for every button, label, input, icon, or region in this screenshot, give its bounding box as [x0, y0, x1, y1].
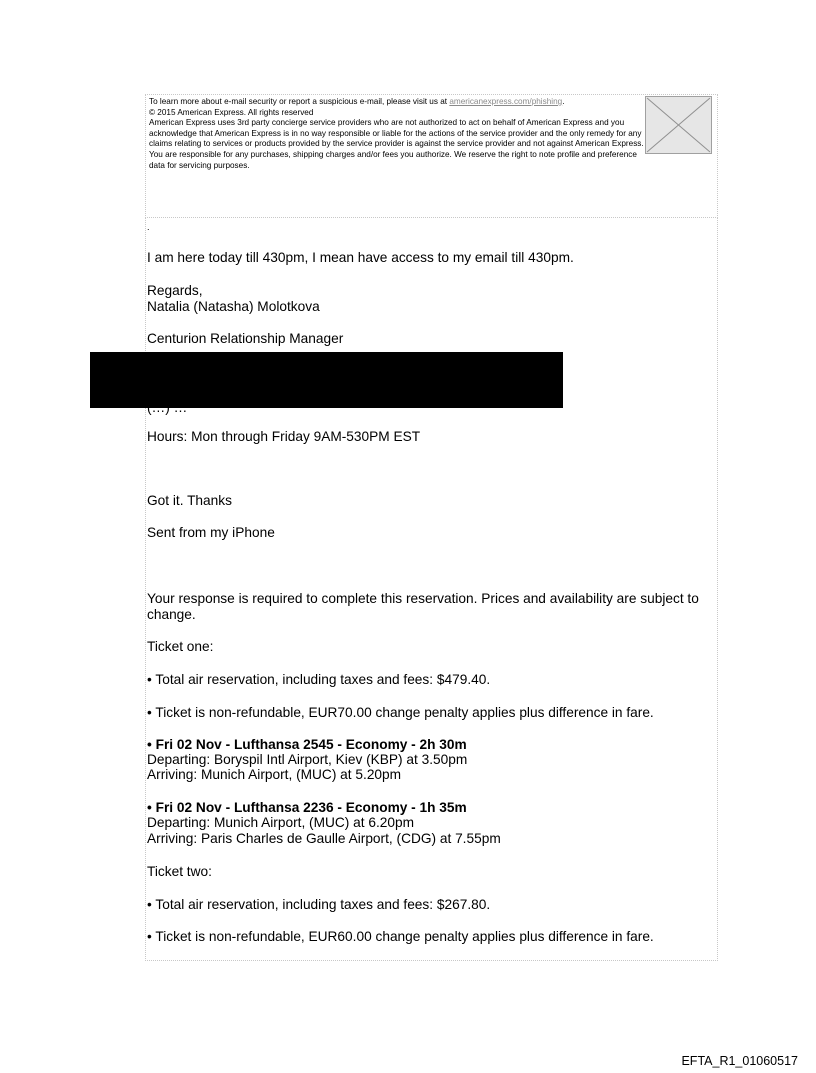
bullet: • [147, 800, 152, 815]
ticket-one-label: Ticket one: [147, 639, 214, 654]
flight-1-arriving: Arriving: Munich Airport, (MUC) at 5.20pm [147, 767, 402, 782]
security-notice-end: . [562, 97, 565, 106]
sender-title: Centurion Relationship Manager [147, 331, 344, 346]
email-body-frame [145, 218, 718, 961]
ticket-two-total [147, 897, 490, 913]
flight-1-header-text: Fri 02 Nov - Lufthansa 2545 - Economy - 2h 30m [155, 737, 467, 752]
response-line-2: change. [147, 607, 196, 622]
bates-number: EFTA_R1_01060517 [681, 1054, 798, 1068]
reply-line: Got it. Thanks [147, 493, 232, 508]
flight-1-header [147, 737, 467, 753]
copyright-line: © 2015 American Express. All rights reserved [149, 107, 314, 117]
sender-name: Natalia (Natasha) Molotkova [147, 299, 320, 314]
flight-2-header [147, 800, 467, 816]
regards-line: Regards, [147, 283, 203, 298]
security-notice-text: To learn more about e-mail security or report a suspicious e-mail, please visit us at [149, 97, 450, 106]
ticket-one-total [147, 672, 490, 688]
flight-2-departing: Departing: Munich Airport, (MUC) at 6.20pm [147, 815, 415, 830]
bullet: • [147, 672, 152, 687]
availability-line: I am here today till 430pm, I mean have access to my email till 430pm. [147, 250, 574, 265]
bullet: • [147, 705, 152, 720]
broken-image-icon [645, 96, 712, 154]
phishing-link[interactable]: americanexpress.com/phishing [449, 97, 563, 106]
flight-1-departing: Departing: Boryspil Intl Airport, Kiev (KBP) at 3.50pm [147, 752, 468, 767]
bullet: • [147, 929, 152, 944]
ticket-two-label: Ticket two: [147, 864, 212, 879]
separator-dot: . [147, 222, 150, 232]
flight-2-header-text: Fri 02 Nov - Lufthansa 2236 - Economy - 1h 35m [155, 800, 467, 815]
ticket-two-refund [147, 929, 654, 945]
bullet: • [147, 737, 152, 752]
disclaimer-box [145, 94, 718, 218]
ticket-one-total-text: Total air reservation, including taxes and fees: $479.40. [155, 672, 491, 687]
security-notice [149, 97, 645, 108]
disclaimer-text [149, 97, 645, 171]
ticket-one-refund-text: Ticket is non-refundable, EUR70.00 change penalty applies plus difference in fare. [155, 705, 654, 720]
ticket-two-total-text: Total air reservation, including taxes and fees: $267.80. [155, 897, 491, 912]
redaction-block [90, 352, 563, 408]
sent-from-line: Sent from my iPhone [147, 525, 275, 540]
ticket-one-refund [147, 705, 654, 721]
ticket-two-refund-text: Ticket is non-refundable, EUR60.00 change penalty applies plus difference in fare. [155, 929, 654, 944]
response-line-1: Your response is required to complete this reservation. Prices and availability are subject to [147, 591, 699, 606]
hours-line: Hours: Mon through Friday 9AM-530PM EST [147, 429, 421, 444]
bullet: • [147, 897, 152, 912]
concierge-disclaimer: American Express uses 3rd party concierge service providers who are not authorized to act on behalf of American Express and you acknowledge that American Express is in no way responsible or liable for the actions of the service provider and the only remedy for any claims relating to services or products provided by the service provider is against the service provider and not against American Express. You are responsible for any purchases, shipping charges and/or fees you authorize. We reserve the right to note profile and preference data for servicing purposes. [149, 118, 644, 170]
flight-2-arriving: Arriving: Paris Charles de Gaulle Airport, (CDG) at 7.55pm [147, 831, 501, 846]
